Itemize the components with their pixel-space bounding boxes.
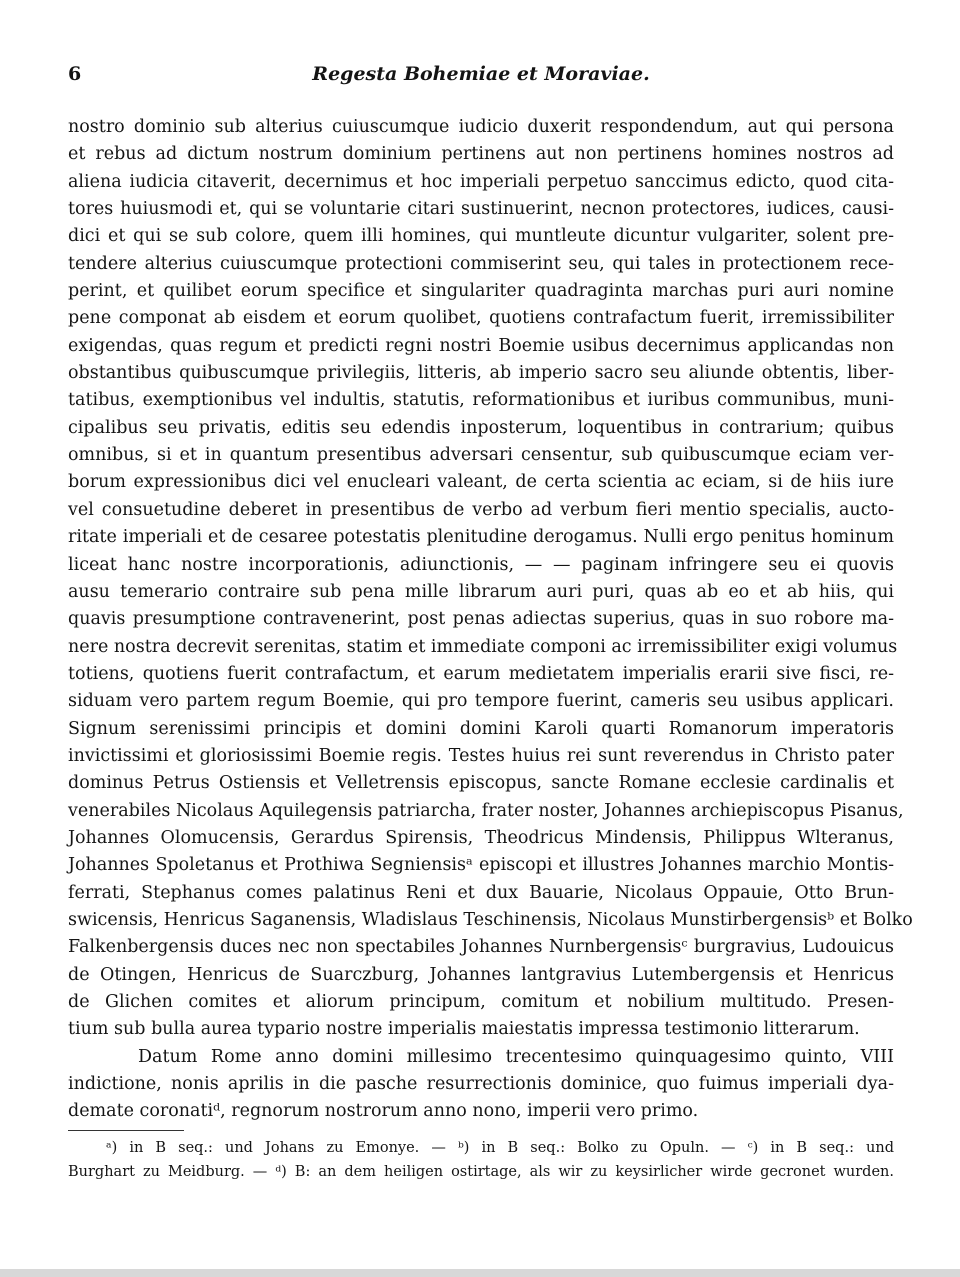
- page-bottom-edge: [0, 1269, 960, 1277]
- text-line: dominus Petrus Ostiensis et Velletrensis episcopus, sancte Romane ecclesie cardinalis et: [68, 773, 894, 794]
- page-number: 6: [68, 63, 82, 85]
- text-line: de Otingen, Henricus de Suarczburg, Johannes lantgravius Lutembergensis et Henricus: [68, 964, 894, 985]
- text-line: cipalibus seu privatis, editis seu edendis inposterum, loquentibus in contrarium; quibus: [68, 417, 894, 438]
- text-line: tores huiusmodi et, qui se voluntarie citari sustinuerint, necnon protectores, iudices, causi-: [68, 199, 894, 220]
- text-line: nere nostra decrevit serenitas, statim et immediate componi ac irremissibiliter exigi volumus: [68, 636, 898, 657]
- text-line: indictione, nonis aprilis in die pasche resurrectionis dominice, quo fuimus imperiali dya-: [68, 1074, 894, 1095]
- footnote-line: ᵃ) in B seq.: und Johans zu Emonye. — ᵇ) in B seq.: Bolko zu Opuln. — ᶜ) in B seq.: und: [106, 1140, 894, 1156]
- text-line: siduam vero partem regum Boemie, qui pro tempore fuerint, cameris seu usibus applicari.: [68, 691, 894, 712]
- text-line: quavis presumptione contravenerint, post penas adiectas superius, quas in suo robore ma-: [68, 609, 894, 630]
- text-line: obstantibus quibuscumque privilegiis, litteris, ab imperio sacro seu aliunde obtentis, liber-: [68, 363, 894, 384]
- text-line: venerabiles Nicolaus Aquilegensis patriarcha, frater noster, Johannes archiepiscopus Pisanus,: [68, 800, 904, 821]
- text-line: ausu temerario contraire sub pena mille librarum auri puri, quas ab eo et ab hiis, qui: [68, 581, 894, 602]
- footnote-separator: [68, 1130, 184, 1131]
- text-line: totiens, quotiens fuerit contrafactum, et earum medietatem imperialis erarii sive fisci, re-: [68, 663, 894, 684]
- footnote-line: Burghart zu Meidburg. — ᵈ) B: an dem heiligen ostirtage, als wir zu keysirlicher wirde gecronet wurden.: [68, 1164, 894, 1180]
- text-line: et rebus ad dictum nostrum dominium pertinens aut non pertinens homines nostros ad: [68, 144, 894, 165]
- running-title: Regesta Bohemiae et Moraviae.: [312, 63, 650, 85]
- text-line: ferrati, Stephanus comes palatinus Reni et dux Bauarie, Nicolaus Oppauie, Otto Brun-: [68, 882, 894, 903]
- footnotes: [68, 1136, 894, 1184]
- text-line: Johannes Spoletanus et Prothiwa Segniensisᵃ episcopi et illustres Johannes marchio Montis-: [68, 855, 894, 876]
- text-line: tendere alterius cuiuscumque protectioni commiserint seu, qui tales in protectionem rece-: [68, 253, 894, 274]
- page-header: [68, 63, 894, 89]
- text-line: tatibus, exemptionibus vel indultis, statutis, reformationibus et iuribus communibus, muni-: [68, 390, 894, 411]
- text-line: Johannes Olomucensis, Gerardus Spirensis, Theodricus Mindensis, Philippus Wlteranus,: [68, 827, 894, 848]
- text-line: ritate imperiali et de cesaree potestatis plenitudine derogamus. Nulli ergo penitus hominum: [68, 527, 894, 548]
- text-line: vel consuetudine deberet in presentibus de verbo ad verbum fieri mentio specialis, aucto-: [68, 499, 894, 520]
- text-line: Falkenbergensis duces nec non spectabiles Johannes Nurnbergensisᶜ burgravius, Ludouicus: [68, 937, 894, 958]
- text-line: pene componat ab eisdem et eorum quolibet, quotiens contrafactum fuerit, irremissibiliter: [68, 308, 894, 329]
- text-line: de Glichen comites et aliorum principum, comitum et nobilium multitudo. Presen-: [68, 992, 894, 1012]
- text-line: dici et qui se sub colore, quem illi homines, qui muntleute dicuntur vulgariter, solent pre-: [68, 226, 894, 247]
- text-line: aliena iudicia citaverit, decernimus et hoc imperiali perpetuo sanccimus edicto, quod cita-: [68, 171, 894, 192]
- text-line: omnibus, si et in quantum presentibus adversari censentur, sub quibuscumque eciam ver-: [68, 445, 894, 466]
- text-line: demate coronatiᵈ, regnorum nostrorum anno nono, imperii vero primo.: [68, 1101, 699, 1122]
- text-line: tium sub bulla aurea typario nostre imperialis maiestatis impressa testimonio litterarum.: [68, 1019, 860, 1040]
- text-line: exigendas, quas regum et predicti regni nostri Boemie usibus decernimus applicandas non: [68, 335, 894, 356]
- text-line: Signum serenissimi principis et domini domini Karoli quarti Romanorum imperatoris: [68, 718, 894, 739]
- text-line: liceat hanc nostre incorporationis, adiunctionis, — — paginam infringere seu ei quovis: [68, 554, 894, 575]
- text-line-dating-clause: Datum Rome anno domini millesimo trecentesimo quinquagesimo quinto, VIII: [138, 1046, 894, 1067]
- text-line: perint, et quilibet eorum specifice et singulariter quadraginta marchas puri auri nomine: [68, 281, 894, 302]
- text-line: invictissimi et gloriosissimi Boemie regis. Testes huius rei sunt reverendus in Christo pater: [68, 745, 894, 766]
- text-line: swicensis, Henricus Saganensis, Wladislaus Teschinensis, Nicolaus Munstirbergensisᵇ et Bolko: [68, 909, 913, 930]
- text-line: borum expressionibus dici vel enucleari valeant, de certa scientia ac eciam, si de hiis iure: [68, 472, 894, 493]
- text-line: nostro dominio sub alterius cuiuscumque iudicio duxerit respondendum, aut qui persona: [68, 117, 894, 137]
- charter-text: [68, 114, 913, 1126]
